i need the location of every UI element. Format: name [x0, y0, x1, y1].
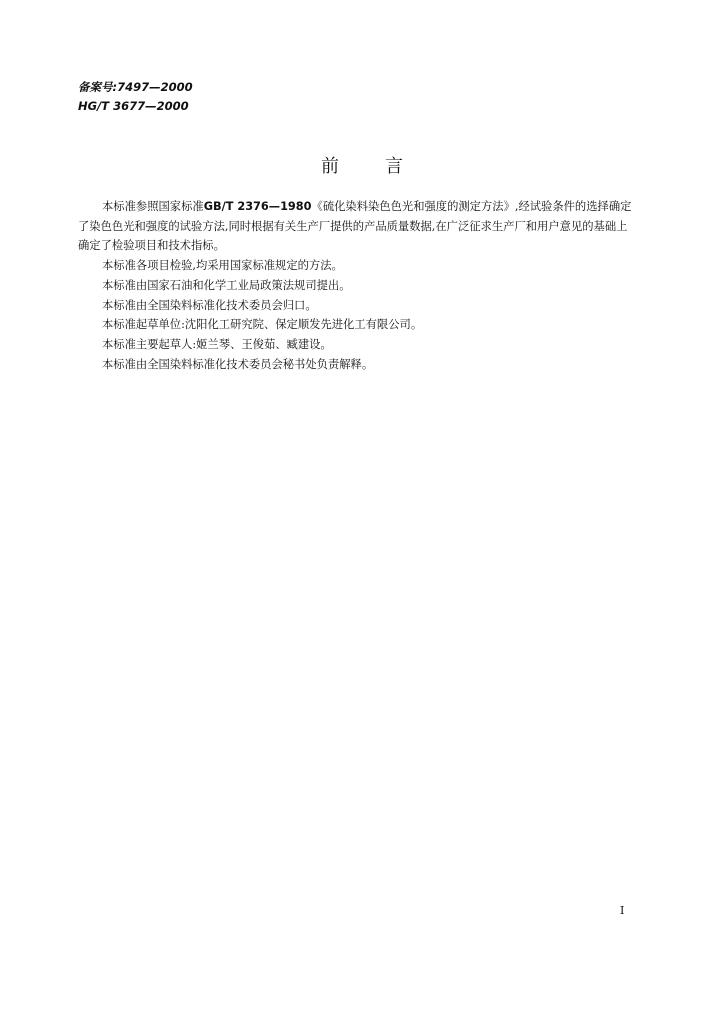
paragraph-4: 本标准由全国染料标准化技术委员会归口。: [102, 298, 317, 312]
paragraph-2: 本标准各项目检验,均采用国家标准规定的方法。: [102, 259, 343, 273]
title-char-1: 前: [321, 156, 339, 177]
title-char-2: 言: [385, 156, 403, 177]
foreword-body: [78, 197, 638, 374]
paragraph-5: 本标准起草单位:沈阳化工研究院、保定顺发先进化工有限公司。: [102, 318, 423, 332]
page-title: [0, 156, 724, 178]
paragraph-1-prefix: 本标准参照国家标准: [102, 200, 204, 213]
standard-code: HG/T 3677—2000: [78, 99, 189, 113]
paragraph-3: 本标准由国家石油和化学工业局政策法规司提出。: [102, 278, 351, 292]
paragraph-6: 本标准主要起草人:姬兰琴、王俊茹、臧建设。: [102, 337, 332, 351]
record-number: 备案号:7497—2000: [78, 80, 193, 94]
standard-reference: GB/T 2376—1980: [203, 200, 312, 213]
paragraph-1: [78, 197, 638, 256]
page-number: I: [620, 904, 625, 917]
paragraph-7: 本标准由全国染料标准化技术委员会秘书处负责解释。: [102, 357, 374, 371]
document-header: [78, 78, 193, 116]
paragraph-1-rest: 《硫化染料染色色光和强度的测定方法》,经试验条件的选择确定了染色色光和强度的试验方法,同时根据有关生产厂提供的产品质量数据,在广泛征求生产厂和用户意见的基础上确定了检验项目和技术指标。: [78, 200, 632, 253]
